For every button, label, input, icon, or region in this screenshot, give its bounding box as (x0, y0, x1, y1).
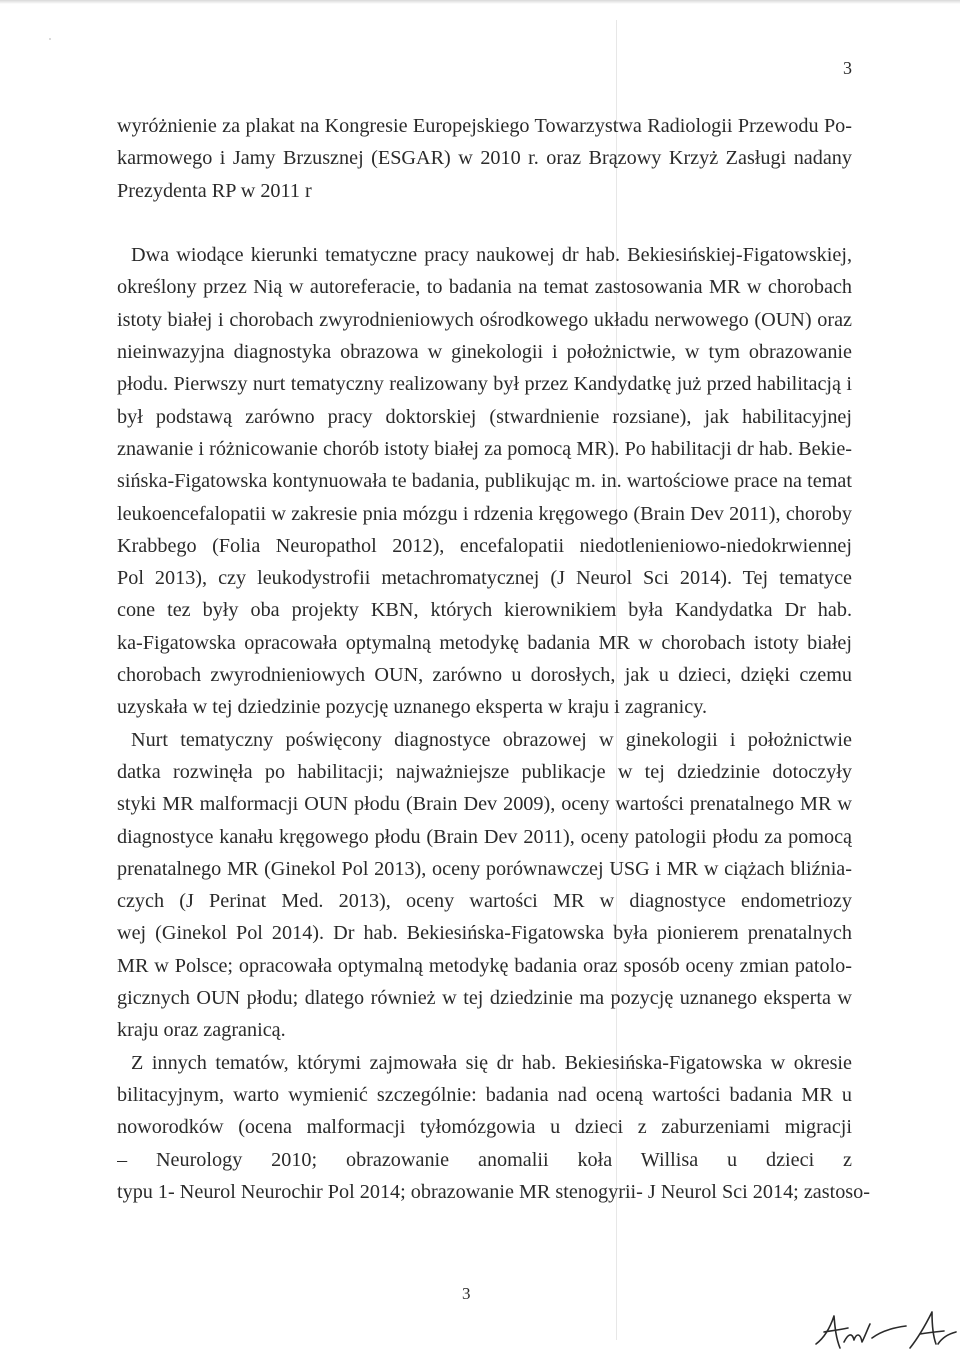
text-line: noworodków (ocena malformacji tyłomózgowia u dzieci z zaburzeniami migracji (117, 1116, 852, 1139)
text-line: czych (J Perinat Med. 2013), oceny wartości MR w diagnostyce endometriozy (117, 890, 852, 913)
text-line: kraju oraz zagranicą. (117, 1019, 286, 1042)
text-line: znawanie i różnicowanie chorób istoty białej za pomocą MR). Po habilitacji dr hab. Bekie- (117, 437, 852, 460)
paragraph-3 (117, 1047, 870, 1208)
page-number-top: 3 (843, 58, 852, 78)
text-line: – Neurology 2010; obrazowanie anomalii koła Willisa u dzieci z (117, 1148, 852, 1171)
text-line: ka-Figatowska opracowała optymalną metodykę badania MR w chorobach istoty białej (117, 631, 852, 654)
document-body (117, 110, 870, 1208)
text-line: bilitacyjnym, warto wymienić szczególnie: badania nad oceną wartości badania MR u (117, 1083, 852, 1106)
text-line: Krabbego (Folia Neuropathol 2012), encefalopatii niedotlenieniowo-niedokrwiennej (117, 534, 852, 557)
text-line: typu 1- Neurol Neurochir Pol 2014; obrazowanie MR stenogyrii- J Neurol Sci 2014; zastoso- (117, 1180, 870, 1203)
text-line: uzyskała w tej dziedzinie pozycję uznanego eksperta w kraju i zagranicy. (117, 696, 708, 719)
text-line: diagnostyce kanału kręgowego płodu (Brain Dev 2011), oceny patologii płodu za pomocą (117, 825, 852, 848)
text-line: leukoencefalopatii w zakresie pnia mózgu i rdzenia kręgowego (Brain Dev 2011), choroby (117, 502, 852, 525)
page-number-bottom: 3 (462, 1284, 471, 1303)
text-line: styki MR malformacji OUN płodu (Brain Dev 2009), oceny wartości prenatalnego MR w (117, 793, 852, 816)
signature-drawing (810, 1298, 960, 1358)
text-line: wyróżnienie za plakat na Kongresie Europejskiego Towarzystwa Radiologii Przewodu Po- (117, 115, 852, 137)
scan-speck (49, 38, 51, 40)
text-line: płodu. Pierwszy nurt tematyczny realizowany był przez Kandydatkę już przed habilitacją i (117, 373, 852, 396)
text-line: MR w Polsce; opracowała optymalną metodykę badania oraz sposób oceny zmian patolo- (117, 954, 852, 977)
paragraph-1 (117, 239, 852, 723)
paragraph-0 (117, 110, 852, 207)
text-line: gicznych OUN płodu; dlatego również w tej dziedzinie ma pozycję uznanego eksperta w (117, 987, 852, 1010)
text-line: Nurt tematyczny poświęcony diagnostyce obrazowej w ginekologii i położnictwie (131, 728, 852, 751)
text-line: prenatalnego MR (Ginekol Pol 2013), oceny porównawczej USG i MR w ciążach bliźnia- (117, 857, 852, 880)
text-line: określony przez Nią w autoreferacie, to badania na temat zastosowania MR w chorobach (117, 276, 852, 299)
text-line: nieinwazyjna diagnostyka obrazowa w ginekologii i położnictwie, w tym obrazowanie (117, 341, 852, 364)
text-line: Pol 2013), czy leukodystrofii metachromatycznej (J Neurol Sci 2014). Tej tematyce (117, 567, 852, 590)
text-line: Z innych tematów, którymi zajmowała się dr hab. Bekiesińska-Figatowska w okresie (131, 1051, 852, 1074)
text-line: karmowego i Jamy Brzusznej (ESGAR) w 2010 r. oraz Brązowy Krzyż Zasługi nadany (117, 147, 852, 170)
text-line: sińska-Figatowska kontynuowała te badania, publikując m. in. wartościowe prace na temat (117, 470, 852, 493)
text-line: wej (Ginekol Pol 2014). Dr hab. Bekiesińska-Figatowska była pionierem prenatalnych (117, 922, 852, 945)
handwritten-signature (810, 1298, 960, 1358)
paragraph-2 (117, 724, 852, 1047)
text-line: Dwa wiodące kierunki tematyczne pracy naukowej dr hab. Bekiesińskiej-Figatowskiej, (131, 244, 852, 267)
text-line: cone tez były oba projekty KBN, których kierownikiem była Kandydatka Dr hab. (117, 599, 852, 622)
text-line: Prezydenta RP w 2011 r (117, 179, 312, 202)
text-line: datka rozwinęła po habilitacji; najważniejsze publikacje w tej dziedzinie dotoczyły (117, 760, 852, 783)
text-line: chorobach zwyrodnieniowych OUN, zarówno u dorosłych, jak u dzieci, dzięki czemu (117, 664, 852, 687)
text-line: był podstawą zarówno pracy doktorskiej (stwardnienie rozsiane), jak habilitacyjnej (117, 405, 852, 428)
scan-edge (0, 0, 960, 4)
text-line: istoty białej i chorobach zwyrodnieniowych ośrodkowego układu nerwowego (OUN) oraz (117, 308, 852, 331)
